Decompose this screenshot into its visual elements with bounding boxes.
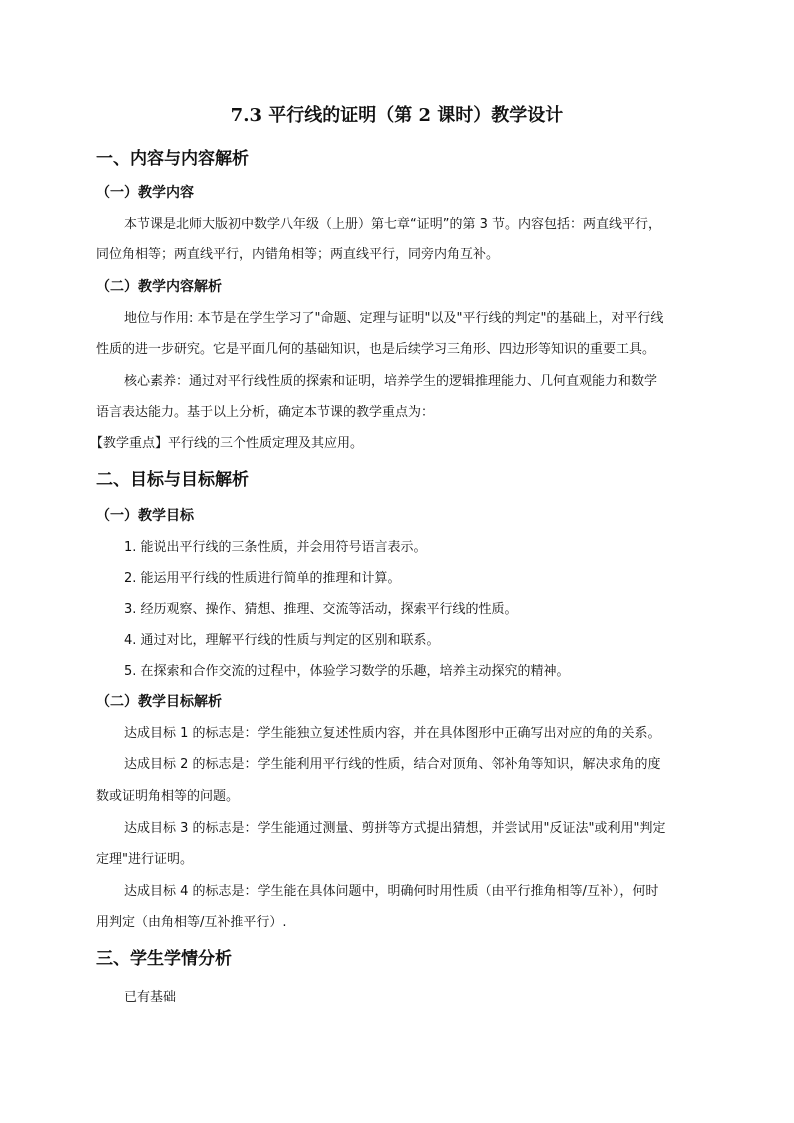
paragraph-line: 定理"进行证明。 <box>96 852 193 867</box>
paragraph-line: 达成目标 1 的标志是：学生能独立复述性质内容，并在具体图形中正确写出对应的角的关系。 <box>124 726 661 741</box>
subsection-heading-content-analysis: （二）教学内容解析 <box>96 279 222 295</box>
goal-item: 2. 能运用平行线的性质进行简单的推理和计算。 <box>124 571 401 586</box>
document-title: 7.3 平行线的证明（第 2 课时）教学设计 <box>230 105 564 126</box>
subsection-heading-goal-analysis: （二）教学目标解析 <box>96 694 222 710</box>
paragraph-line: 用判定（由角相等/互补推平行）. <box>96 915 287 930</box>
goal-item: 5. 在探索和合作交流的过程中，体验学习数学的乐趣，培养主动探究的精神。 <box>124 664 570 679</box>
goal-item: 1. 能说出平行线的三条性质，并会用符号语言表示。 <box>124 540 427 555</box>
paragraph-line: 同位角相等；两直线平行，内错角相等；两直线平行，同旁内角互补。 <box>96 247 500 262</box>
paragraph-line: 语言表达能力。基于以上分析，确定本节课的教学重点为： <box>96 405 435 420</box>
paragraph-line: 本节课是北师大版初中数学八年级（上册）第七章“证明”的第 3 节。内容包括：两直线平行， <box>124 217 662 232</box>
subsection-heading-teaching-content: （一）教学内容 <box>96 185 194 201</box>
goal-item: 3. 经历观察、操作、猜想、推理、交流等活动，探索平行线的性质。 <box>124 602 518 617</box>
paragraph-line: 核心素养：通过对平行线性质的探索和证明，培养学生的逻辑推理能力、几何直观能力和数学 <box>124 374 658 389</box>
key-point: 【教学重点】平行线的三个性质定理及其应用。 <box>90 436 364 451</box>
section-heading-3: 三、学生学情分析 <box>96 949 232 969</box>
goal-item: 4. 通过对比，理解平行线的性质与判定的区别和联系。 <box>124 633 440 648</box>
paragraph-line: 已有基础 <box>124 990 177 1005</box>
section-heading-1: 一、内容与内容解析 <box>96 149 249 169</box>
paragraph-line: 地位与作用: 本节是在学生学习了"命题、定理与证明"以及"平行线的判定"的基础上，对平行线 <box>124 311 664 326</box>
paragraph-line: 性质的进一步研究。它是平面几何的基础知识，也是后续学习三角形、四边形等知识的重要工具。 <box>96 342 656 357</box>
section-heading-2: 二、目标与目标解析 <box>96 470 249 490</box>
paragraph-line: 达成目标 2 的标志是：学生能利用平行线的性质，结合对顶角、邻补角等知识，解决求角的度 <box>124 757 661 772</box>
subsection-heading-teaching-goals: （一）教学目标 <box>96 508 194 524</box>
paragraph-line: 达成目标 3 的标志是：学生能通过测量、剪拼等方式提出猜想，并尝试用"反证法"或利用"判定 <box>124 821 666 836</box>
paragraph-line: 达成目标 4 的标志是：学生能在具体问题中，明确何时用性质（由平行推角相等/互补），何时 <box>124 884 659 899</box>
paragraph-line: 数或证明角相等的问题。 <box>96 789 240 804</box>
